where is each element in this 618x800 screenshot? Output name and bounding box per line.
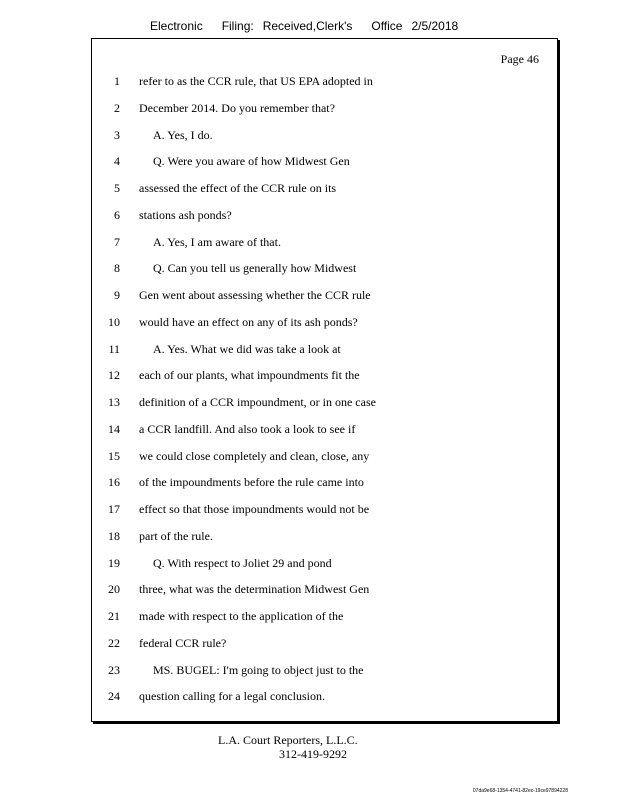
- filing-stamp-header: [150, 19, 458, 33]
- transcript-line: [92, 606, 557, 633]
- filing-stamp-part: Office: [371, 19, 403, 33]
- line-number: 11: [108, 341, 120, 356]
- transcript-line: [92, 151, 557, 178]
- line-text: A. Yes. What we did was take a look at: [153, 341, 341, 356]
- line-number: 13: [108, 395, 120, 409]
- line-text: part of the rule.: [139, 528, 213, 543]
- line-number: 5: [114, 181, 120, 195]
- transcript-line: [92, 205, 557, 232]
- line-number: 6: [114, 207, 120, 222]
- line-number: 21: [108, 609, 120, 623]
- line-number: 16: [108, 475, 120, 490]
- transcript-line: [92, 446, 557, 473]
- line-number: 19: [108, 555, 120, 570]
- line-text: Q. Can you tell us generally how Midwest: [153, 261, 357, 276]
- transcript-page: [91, 38, 558, 722]
- transcript-line: [92, 660, 557, 687]
- transcript-lines: [92, 71, 557, 713]
- line-number: 9: [114, 288, 120, 302]
- line-number: 4: [114, 154, 120, 169]
- line-text: made with respect to the application of the: [139, 609, 344, 623]
- transcript-line: [92, 392, 557, 419]
- court-reporter-name: L.A. Court Reporters, L.L.C.: [218, 733, 358, 747]
- line-text: Q. Were you aware of how Midwest Gen: [153, 154, 350, 169]
- transcript-line: [92, 419, 557, 446]
- transcript-line: [92, 686, 557, 713]
- line-number: 10: [108, 314, 120, 329]
- line-text: a CCR landfill. And also took a look to see if: [139, 421, 356, 436]
- line-number: 14: [108, 421, 120, 436]
- transcript-line: [92, 579, 557, 606]
- line-text: A. Yes, I am aware of that.: [153, 234, 281, 249]
- line-text: assessed the effect of the CCR rule on its: [139, 181, 337, 195]
- transcript-line: [92, 472, 557, 499]
- line-text: stations ash ponds?: [139, 207, 232, 222]
- line-text: Q. With respect to Joliet 29 and pond: [153, 555, 332, 570]
- line-text: three, what was the determination Midwest Gen: [139, 582, 370, 597]
- line-text: effect so that those impoundments would not be: [139, 502, 370, 516]
- line-number: 20: [108, 582, 120, 597]
- transcript-line: [92, 312, 557, 339]
- transcript-line: [92, 178, 557, 205]
- line-number: 7: [114, 234, 120, 249]
- line-number: 3: [114, 127, 120, 142]
- transcript-line: [92, 526, 557, 553]
- line-number: 15: [108, 448, 120, 463]
- line-number: 2: [114, 100, 120, 115]
- line-text: refer to as the CCR rule, that US EPA adopted in: [139, 74, 373, 88]
- line-number: 1: [114, 74, 120, 88]
- line-number: 23: [108, 662, 120, 677]
- transcript-line: [92, 258, 557, 285]
- line-text: December 2014. Do you remember that?: [139, 100, 335, 115]
- line-text: Gen went about assessing whether the CCR rule: [139, 288, 371, 302]
- court-reporter-phone: 312-419-9292: [279, 747, 347, 761]
- transcript-line: [92, 633, 557, 660]
- line-number: 8: [114, 261, 120, 276]
- line-text: we could close completely and clean, close, any: [139, 448, 370, 463]
- line-text: question calling for a legal conclusion.: [139, 689, 325, 704]
- document-id: 07da9e68-1354-4741-82ec-19ce97894228: [472, 788, 568, 794]
- line-number: 24: [108, 689, 120, 704]
- filing-stamp-part: Filing:: [221, 19, 254, 33]
- transcript-line: [92, 71, 557, 98]
- line-text: federal CCR rule?: [139, 635, 227, 650]
- transcript-line: [92, 553, 557, 580]
- filing-stamp-date: 2/5/2018: [411, 19, 459, 33]
- transcript-line: [92, 232, 557, 259]
- transcript-line: [92, 339, 557, 366]
- page-number: Page 46: [500, 52, 539, 66]
- transcript-line: [92, 98, 557, 125]
- line-text: A. Yes, I do.: [153, 127, 213, 142]
- transcript-line: [92, 125, 557, 152]
- line-number: 12: [108, 368, 120, 383]
- line-number: 18: [108, 528, 120, 543]
- filing-stamp-part: Received,Clerk's: [262, 19, 353, 33]
- transcript-line: [92, 285, 557, 312]
- transcript-line: [92, 499, 557, 526]
- line-text: each of our plants, what impoundments fit the: [139, 368, 360, 383]
- line-text: definition of a CCR impoundment, or in one case: [139, 395, 376, 409]
- line-text: of the impoundments before the rule came into: [139, 475, 364, 490]
- transcript-line: [92, 365, 557, 392]
- line-text: would have an effect on any of its ash ponds?: [139, 314, 358, 329]
- line-number: 17: [108, 502, 120, 516]
- line-number: 22: [108, 635, 120, 650]
- filing-stamp-part: Electronic: [150, 19, 203, 33]
- line-text: MS. BUGEL: I'm going to object just to the: [153, 662, 364, 677]
